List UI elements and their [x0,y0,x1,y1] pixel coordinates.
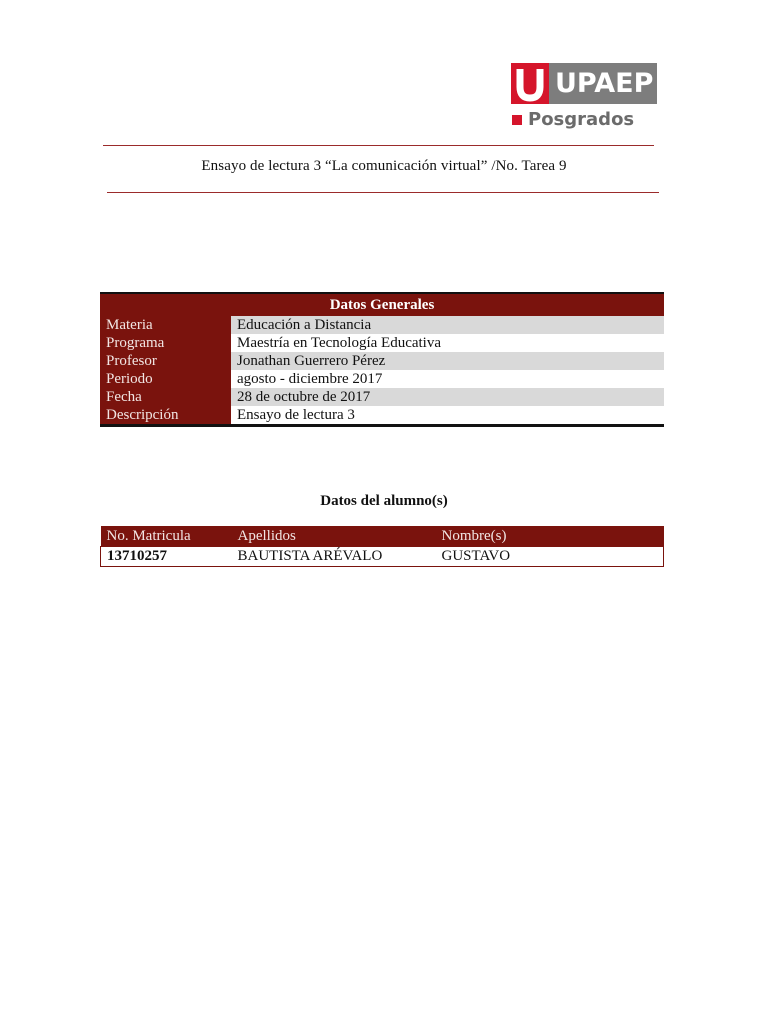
logo-subtitle: Posgrados [528,109,635,130]
logo-square-icon [512,115,522,125]
table-row [100,388,664,406]
table-row [100,352,664,370]
document-title: Ensayo de lectura 3 “La comunicación virtual” /No. Tarea 9 [201,158,567,174]
table-header-row [101,526,664,547]
general-data-table [100,292,664,427]
row-value: Maestría en Tecnología Educativa [231,334,664,352]
row-label: Descripción [100,406,231,426]
row-label: Periodo [100,370,231,388]
row-label: Materia [100,316,231,334]
student-data-heading: Datos del alumno(s) [320,493,448,509]
table-row [100,406,664,426]
table-row [100,334,664,352]
upaep-logo [511,63,657,131]
row-label: Profesor [100,352,231,370]
student-data-table [100,526,664,567]
table-row [100,316,664,334]
cell-apellidos: BAUTISTA ARÉVALO [232,547,436,567]
column-header-nombres: Nombre(s) [436,526,664,547]
logo-brand: UPAEP [549,63,657,104]
row-value: Jonathan Guerrero Pérez [231,352,664,370]
title-rule-bottom [107,192,659,193]
row-label: Fecha [100,388,231,406]
column-header-matricula: No. Matricula [101,526,232,547]
general-data-heading: Datos Generales [100,293,664,316]
column-header-apellidos: Apellidos [232,526,436,547]
cell-matricula: 13710257 [101,547,232,567]
title-rule-top [103,145,654,146]
table-row [101,547,664,567]
row-label: Programa [100,334,231,352]
row-value: 28 de octubre de 2017 [231,388,664,406]
row-value: Educación a Distancia [231,316,664,334]
table-row [100,370,664,388]
row-value: agosto - diciembre 2017 [231,370,664,388]
upaep-u-mark [511,63,549,104]
cell-nombres: GUSTAVO [436,547,664,567]
row-value: Ensayo de lectura 3 [231,406,664,426]
